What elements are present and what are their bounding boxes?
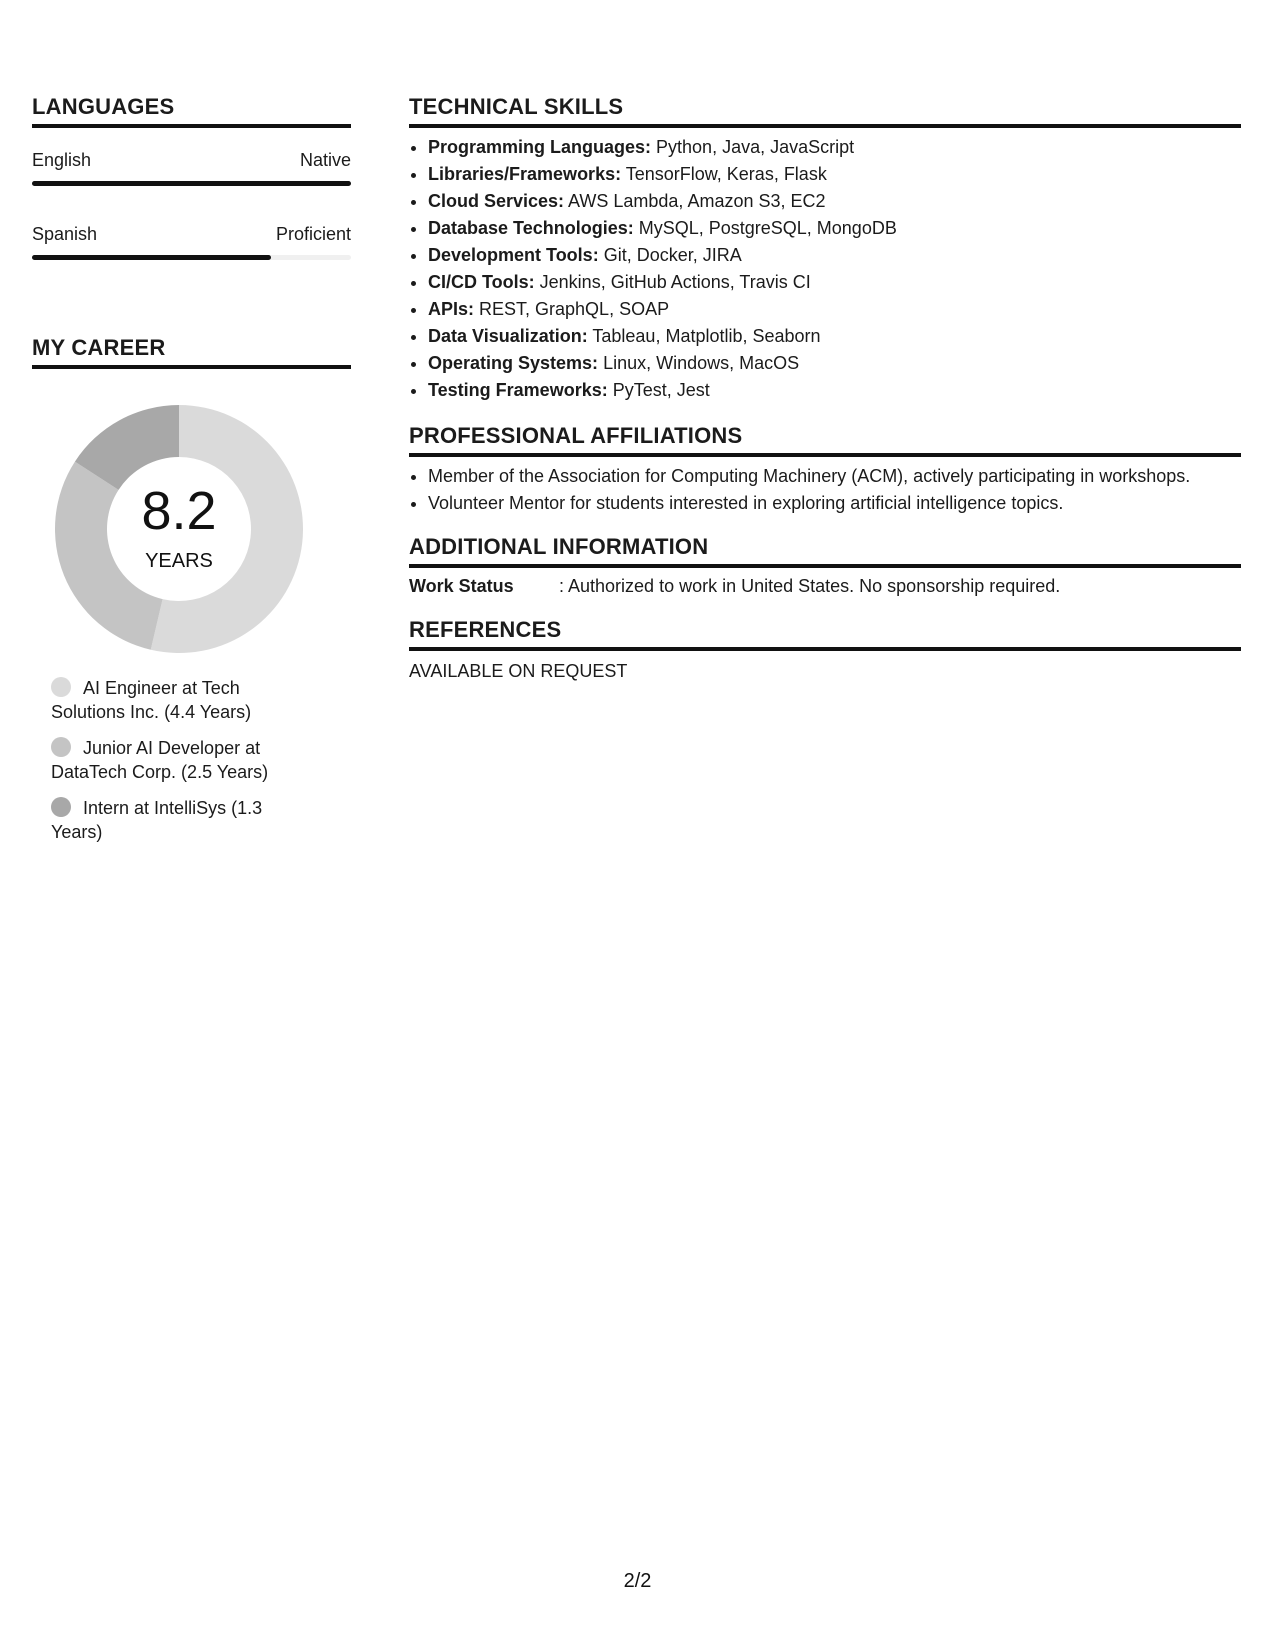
language-item	[32, 224, 351, 260]
skill-item: • Development Tools: Git, Docker, JIRA	[428, 242, 1241, 269]
affiliation-item: • Volunteer Mentor for students interested in exploring artificial intelligence topics.	[428, 490, 1241, 517]
language-name: Spanish	[32, 224, 98, 244]
language-level: Native	[299, 150, 351, 170]
skill-item: • Data Visualization: Tableau, Matplotlib, Seaborn	[428, 323, 1241, 350]
legend-dot-icon	[51, 737, 71, 757]
legend-item	[51, 736, 291, 784]
language-level: Proficient	[275, 224, 351, 244]
skill-item: • Database Technologies: MySQL, PostgreSQL, MongoDB	[428, 215, 1241, 242]
affiliations-heading: PROFESSIONAL AFFILIATIONS	[409, 423, 1241, 457]
additional-information-section	[409, 534, 1241, 597]
language-item	[32, 150, 351, 186]
legend-label: Junior AI Developer at DataTech Corp. (2.5 Years)	[51, 738, 269, 782]
legend-dot-icon	[51, 677, 71, 697]
affiliation-item: • Member of the Association for Computing Machinery (ACM), actively participating in workshops.	[428, 463, 1241, 490]
affiliations-section	[409, 423, 1241, 517]
language-proficiency-fill	[32, 181, 351, 186]
references-text: AVAILABLE ON REQUEST	[409, 661, 628, 681]
legend-dot-icon	[51, 797, 71, 817]
skill-item: • Testing Frameworks: PyTest, Jest	[428, 377, 1241, 404]
page-number: 2/2	[623, 1570, 652, 1592]
career-total-years: 8.2	[141, 481, 217, 541]
skill-item: • Cloud Services: AWS Lambda, Amazon S3, EC2	[428, 188, 1241, 215]
career-heading: MY CAREER	[32, 335, 351, 369]
skills-list	[409, 134, 1241, 404]
skill-item: • Programming Languages: Python, Java, JavaScript	[428, 134, 1241, 161]
legend-item	[51, 796, 291, 844]
languages-heading: LANGUAGES	[32, 94, 351, 128]
legend-label: Intern at IntelliSys (1.3 Years)	[51, 798, 263, 842]
work-status-label: Work Status	[409, 576, 514, 596]
languages-section	[32, 94, 351, 260]
skill-item: • Libraries/Frameworks: TensorFlow, Keras, Flask	[428, 161, 1241, 188]
donut-center	[54, 404, 304, 654]
additional-information-heading: ADDITIONAL INFORMATION	[409, 534, 1241, 568]
legend-item	[51, 676, 291, 724]
skill-item: • CI/CD Tools: Jenkins, GitHub Actions, Travis CI	[428, 269, 1241, 296]
technical-skills-section	[409, 94, 1241, 404]
language-proficiency-fill	[32, 255, 271, 260]
affiliations-list	[409, 463, 1241, 517]
skill-item: • Operating Systems: Linux, Windows, MacOS	[428, 350, 1241, 377]
career-donut-chart	[54, 404, 304, 654]
language-name: English	[32, 150, 92, 170]
legend-label: AI Engineer at Tech Solutions Inc. (4.4 Years)	[51, 678, 252, 722]
work-status-row	[409, 576, 1241, 597]
work-status-value: : Authorized to work in United States. No sponsorship required.	[559, 576, 1061, 596]
skill-item: • APIs: REST, GraphQL, SOAP	[428, 296, 1241, 323]
career-section	[32, 335, 351, 369]
references-section	[409, 617, 1241, 682]
references-heading: REFERENCES	[409, 617, 1241, 651]
career-legend	[51, 676, 291, 856]
technical-skills-heading: TECHNICAL SKILLS	[409, 94, 1241, 128]
language-proficiency-bar	[32, 255, 351, 260]
language-proficiency-bar	[32, 181, 351, 186]
career-total-unit: YEARS	[145, 550, 213, 572]
